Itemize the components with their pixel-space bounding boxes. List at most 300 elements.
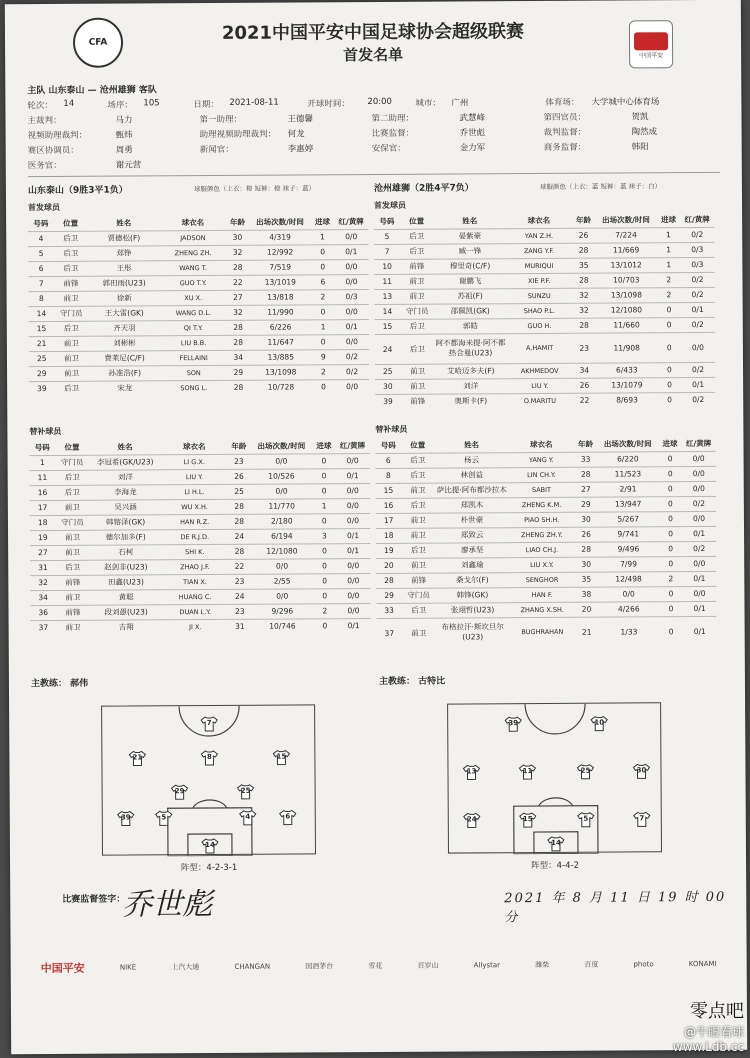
player-shirt: QI T.Y. [160, 320, 226, 335]
watermark-line3: www.Ldb.cc [672, 1040, 744, 1054]
player-goals: 0 [659, 496, 682, 511]
jersey-number: 25 [240, 786, 251, 795]
jersey-icon [632, 763, 650, 779]
player-age: 23 [228, 574, 251, 589]
player-no: 11 [30, 470, 56, 485]
player-pos: 前锋 [56, 575, 90, 590]
away-coach: 主教练： 古特比 [378, 676, 446, 687]
player-no: 7 [28, 276, 54, 291]
player-goals: 0 [311, 334, 334, 349]
player-apps: 0/0 [251, 588, 313, 603]
player-name: 刘洋 [89, 469, 161, 484]
player-pos: 前卫 [402, 618, 436, 648]
player-cards: 0/2 [335, 364, 369, 379]
player-age: 29 [574, 497, 597, 512]
player-pos: 后卫 [54, 261, 88, 276]
player-goals: 0 [313, 618, 336, 633]
handwritten-date: 2021 年 8 月 11 日 19 时 00 分 [504, 889, 727, 926]
column-header-apps: 出场次数/时间 [256, 217, 304, 227]
player-goals: 0 [657, 302, 680, 317]
player-name: 晏紫豪 [434, 228, 506, 243]
player-cards: 0/1 [336, 543, 370, 558]
player-row [31, 618, 371, 635]
player-pos: 后卫 [400, 244, 434, 259]
player-shirt: SHI K. [162, 544, 228, 559]
player-pos: 后卫 [54, 321, 88, 336]
player-apps: 6/220 [597, 451, 658, 466]
player-age: 31 [228, 619, 251, 634]
player-apps: 13/1079 [596, 377, 658, 392]
jersey-number: 14 [205, 840, 215, 850]
player-goals: 0 [657, 332, 681, 362]
player-apps: 0/0 [251, 483, 313, 498]
player-name: 桑戈尔(F) [435, 572, 509, 587]
player-no: 14 [375, 304, 401, 319]
player-cards: 0/0 [335, 304, 369, 319]
player-no: 6 [376, 453, 401, 468]
player-pos: 前锋 [401, 394, 435, 409]
player-no: 7 [374, 244, 400, 259]
player-cards: 0/0 [682, 556, 716, 571]
player-pos: 守门员 [55, 515, 89, 530]
player-shirt: WANG D.L. [160, 305, 226, 320]
player-pos: 前卫 [56, 620, 90, 635]
player-age: 28 [226, 260, 249, 275]
player-pos: 前卫 [402, 558, 436, 573]
player-shirt: YANG Y. [508, 452, 574, 467]
jersey-icon [117, 810, 135, 826]
player-goals: 0 [313, 513, 336, 528]
player-pos: 后卫 [54, 246, 88, 261]
officials-row: 主裁判： 马力 第一助理： 王德馨 第二助理： 武慧峰 第四官员： 贺凯 [27, 111, 649, 126]
player-shirt: SABIT [509, 482, 575, 497]
column-header-apps: 出场次数/时间 [603, 439, 652, 449]
player-cards: 0/0 [682, 481, 716, 496]
player-name: 韩镕泽(GK) [89, 514, 161, 529]
officials-grid [27, 108, 717, 172]
player-no: 25 [375, 364, 401, 379]
player-shirt: SENGHOR [509, 572, 575, 587]
player-no: 16 [376, 498, 401, 513]
player-cards: 0/0 [682, 511, 716, 526]
player-pos: 后卫 [400, 334, 434, 364]
player-age: 22 [226, 275, 249, 290]
player-no: 32 [30, 575, 56, 590]
player-name: 刘鑫瑜 [435, 557, 509, 572]
sponsor-strip [41, 944, 717, 988]
player-name: 阿不都海米提·阿不都热合曼(U23) [434, 333, 506, 363]
player-age: 24 [228, 529, 251, 544]
player-pos: 后卫 [402, 603, 436, 618]
player-goals: 0 [312, 483, 335, 498]
player-pos: 前卫 [54, 291, 88, 306]
player-apps: 7/224 [595, 227, 657, 242]
player-cards: 0/0 [335, 379, 369, 394]
player-name: 李冠希(GK/U23) [89, 454, 161, 469]
column-header-goals: 进球 [314, 217, 330, 227]
player-apps: 10/728 [250, 379, 312, 394]
player-cards: 0/1 [683, 601, 717, 616]
player-age: 27 [574, 482, 597, 497]
player-apps: 12/1080 [596, 302, 658, 317]
player-cards: 0/2 [680, 272, 714, 287]
player-apps: 7/519 [249, 259, 311, 274]
jersey-number: 21 [132, 753, 143, 762]
player-pos: 前卫 [56, 530, 90, 545]
player-goals: 0 [658, 377, 681, 392]
player-name: 布格拉汗·斯坎旦尔(U23) [436, 617, 510, 647]
player-apps: 10/526 [251, 468, 313, 483]
home-starters-table [28, 214, 369, 396]
player-pos: 前锋 [56, 605, 90, 620]
supervisor-signature-label: 比赛监督签字： [62, 894, 126, 905]
player-name: 臧一锋 [434, 243, 506, 258]
player-pos: 前卫 [401, 528, 435, 543]
player-apps: 0/0 [598, 586, 659, 601]
player-age: 32 [572, 303, 595, 318]
player-shirt: LIAO CH.J. [509, 542, 575, 557]
player-shirt: JI X. [162, 619, 228, 634]
player-goals: 3 [313, 528, 336, 543]
player-age: 27 [226, 290, 249, 305]
match-meta-row: 轮次： 14 场序： 105 日期： 2021-08-11 开球时间： 20:00 城市： 广州 体育场： 大学城中心体育场 [27, 96, 660, 111]
player-age: 23 [227, 454, 250, 469]
player-no: 25 [29, 351, 55, 366]
player-apps: 13/1019 [249, 274, 311, 289]
player-cards: 0/2 [681, 362, 715, 377]
player-no: 33 [376, 603, 401, 618]
player-goals: 0 [312, 379, 335, 394]
sponsor-logo: Allystar [473, 961, 501, 970]
player-name: 德尔加多(F) [90, 529, 162, 544]
player-apps: 12/992 [249, 244, 311, 259]
sponsor-logo: 上汽大通 [171, 963, 200, 972]
player-apps: 10/703 [595, 272, 657, 287]
player-goals: 0 [659, 511, 682, 526]
player-goals: 0 [659, 586, 682, 601]
player-pos: 前锋 [400, 259, 434, 274]
column-header-goals: 进球 [662, 438, 678, 448]
player-shirt: MURIQUI [506, 258, 572, 273]
player-shirt: FELLAINI [161, 350, 227, 365]
player-pos: 后卫 [400, 319, 434, 334]
player-no: 36 [30, 605, 56, 620]
player-cards: 0/0 [683, 586, 717, 601]
player-no: 29 [376, 588, 401, 603]
player-name: 孙准浩(F) [89, 365, 161, 380]
match-info [27, 78, 718, 172]
player-no: 31 [30, 560, 56, 575]
jersey-number: 30 [636, 766, 647, 775]
player-name: 朴世豪 [435, 512, 509, 527]
player-name: 林创益 [435, 467, 509, 482]
column-header-shirt: 球衣名 [527, 215, 551, 225]
jersey-icon [171, 784, 189, 800]
player-cards: 0/3 [335, 289, 369, 304]
player-no: 17 [376, 513, 401, 528]
player-age: 30 [574, 512, 597, 527]
player-cards: 0/0 [336, 603, 370, 618]
sponsor-logo: 潍柴 [535, 960, 550, 970]
player-cards: 0/2 [681, 392, 715, 407]
player-no: 13 [375, 289, 401, 304]
player-age: 24 [228, 589, 251, 604]
player-no: 5 [374, 229, 400, 244]
sheet-title: 首发名单 [343, 45, 404, 65]
player-cards: 0/0 [681, 332, 715, 362]
column-header-cards: 红/黄牌 [338, 216, 364, 226]
jersey-number: 8 [206, 753, 212, 762]
player-shirt: HAN R.Z. [162, 514, 228, 529]
csl-logo: 中国平安 [629, 20, 673, 68]
player-age: 23 [228, 604, 251, 619]
column-header-name: 姓名 [117, 442, 133, 452]
player-apps: 13/947 [597, 496, 658, 511]
player-age: 28 [228, 514, 251, 529]
player-no: 37 [31, 620, 57, 635]
player-pos: 前卫 [55, 500, 89, 515]
player-no: 4 [28, 231, 54, 246]
player-goals: 0 [659, 481, 682, 496]
player-pos: 守门员 [400, 304, 434, 319]
player-name: 郭田雨(U23) [88, 275, 160, 290]
player-goals: 1 [657, 242, 680, 257]
player-pos: 守门员 [55, 455, 89, 470]
player-goals: 1 [311, 319, 334, 334]
player-shirt: TIAN X. [162, 574, 228, 589]
player-name: 齐天羽 [88, 320, 160, 335]
player-goals: 6 [311, 274, 334, 289]
column-header-name: 姓名 [116, 218, 132, 228]
player-no: 5 [28, 246, 54, 261]
sponsor-logo: 中国平安 [40, 961, 85, 976]
player-goals: 1 [312, 498, 335, 513]
jersey-icon [504, 716, 522, 732]
player-name: 田鑫(U23) [90, 574, 162, 589]
player-goals: 1 [657, 257, 680, 272]
player-age: 28 [572, 318, 595, 333]
player-shirt: SHAO P.L. [506, 303, 572, 318]
player-shirt: WU X.H. [162, 499, 228, 514]
player-apps: 13/1098 [596, 287, 658, 302]
player-goals: 0 [313, 558, 336, 573]
jersey-number: 11 [522, 767, 533, 776]
player-pos: 守门员 [54, 306, 88, 321]
player-goals: 2 [657, 287, 680, 302]
player-age: 28 [228, 544, 251, 559]
player-pos: 守门员 [402, 588, 436, 603]
player-no: 20 [376, 558, 401, 573]
player-name: 贾德松(F) [88, 230, 160, 245]
sponsor-logo: NIKE [119, 963, 137, 972]
player-goals: 2 [312, 364, 335, 379]
player-pos: 前锋 [54, 276, 88, 291]
player-goals: 1 [657, 227, 680, 242]
jersey-number: 39 [508, 719, 519, 728]
player-cards: 0/1 [682, 526, 716, 541]
lineup-sheet [5, 0, 747, 1054]
player-cards: 0/2 [682, 541, 716, 556]
player-no: 29 [29, 366, 55, 381]
player-goals: 0 [312, 468, 335, 483]
player-name: 奥斯卡(F) [435, 393, 507, 408]
player-cards: 0/1 [337, 618, 371, 633]
column-header-goals: 进球 [660, 214, 676, 225]
player-goals: 2 [659, 571, 682, 586]
player-no: 24 [375, 334, 401, 364]
sponsor-logo: 雪花 [368, 961, 383, 971]
player-goals: 0 [312, 453, 335, 468]
column-header-name: 姓名 [462, 216, 478, 226]
player-age: 38 [575, 587, 598, 602]
jersey-icon [200, 750, 218, 766]
column-header-pos: 位置 [64, 442, 80, 452]
column-header-pos: 位置 [410, 440, 426, 450]
player-shirt: AKHMEDOV [507, 363, 573, 378]
column-header-age: 年龄 [575, 215, 591, 225]
player-cards: 0/1 [334, 244, 368, 259]
player-name: 廖承坚 [435, 542, 509, 557]
jersey-icon [200, 716, 218, 732]
player-shirt: ZHENG ZH.Y. [509, 527, 575, 542]
player-no: 1 [30, 455, 56, 470]
player-pos: 前卫 [401, 483, 435, 498]
player-cards: 0/0 [336, 483, 370, 498]
player-apps: 11/770 [251, 498, 313, 513]
player-goals: 1 [311, 229, 334, 244]
player-cards: 0/1 [682, 571, 716, 586]
player-name: 吉翔 [90, 619, 162, 634]
player-cards: 0/1 [336, 528, 370, 543]
jersey-number: 7 [206, 719, 212, 728]
column-header-shirt: 球衣名 [529, 439, 553, 449]
column-header-cards: 红/黄牌 [684, 214, 710, 224]
player-apps: 4/319 [249, 229, 311, 244]
player-pos: 前卫 [54, 336, 88, 351]
sponsor-logo: 百度 [584, 960, 599, 969]
away-formation-label: 阵型：4-4-2 [531, 860, 580, 872]
player-cards: 0/2 [681, 317, 715, 332]
player-pos: 前卫 [401, 364, 435, 379]
player-apps: 8/693 [596, 392, 658, 407]
player-name: 刘洋 [435, 378, 507, 393]
jersey-number: 39 [120, 813, 131, 822]
player-name: 赵剑非(U23) [90, 559, 162, 574]
player-apps: 12/1080 [251, 543, 313, 558]
player-name: 石柯 [90, 544, 162, 559]
player-apps: 11/523 [597, 466, 658, 481]
jersey-icon [576, 764, 594, 780]
player-apps: 11/908 [596, 332, 658, 362]
player-cards: 0/1 [336, 468, 370, 483]
away-starters-title: 首发球员 [374, 200, 407, 211]
player-age: 35 [572, 258, 595, 273]
player-apps: 2/180 [251, 513, 313, 528]
player-shirt: HUANG C. [162, 589, 228, 604]
player-cards: 0/0 [682, 451, 716, 466]
sponsor-logo: photo [633, 960, 654, 969]
player-no: 8 [376, 468, 401, 483]
player-cards: 0/2 [682, 496, 716, 511]
player-no: 39 [375, 394, 401, 409]
player-shirt: XU X. [160, 290, 226, 305]
player-shirt: LI G.X. [161, 454, 227, 469]
player-cards: 0/0 [334, 259, 368, 274]
player-name: 张翊哲(U23) [436, 602, 510, 617]
player-no: 15 [376, 483, 401, 498]
jersey-icon [128, 750, 146, 766]
player-cards: 0/2 [681, 287, 715, 302]
jersey-number: 15 [522, 815, 533, 824]
home-formation-pitch [101, 704, 316, 855]
jersey-number: 25 [580, 766, 591, 775]
player-goals: 9 [312, 349, 335, 364]
player-shirt: SONG L. [161, 380, 227, 395]
column-header-goals: 进球 [316, 441, 332, 451]
away-starters-table [374, 212, 715, 409]
column-header-cards: 红/黄牌 [339, 440, 366, 450]
player-name: 韩锋(GK) [436, 587, 510, 602]
player-goals: 0 [658, 451, 681, 466]
home-team-name: 山东泰山（9胜3平1负） [27, 185, 128, 197]
away-subs-table [375, 436, 716, 648]
player-shirt: DE R.J.D. [162, 529, 228, 544]
jersey-icon [463, 812, 481, 828]
player-age: 28 [572, 273, 595, 288]
away-kit-colors: 球服颜色（上衣：蓝 短裤：蓝 袜子：白） [539, 182, 662, 191]
jersey-icon [633, 811, 651, 827]
player-pos: 后卫 [55, 381, 89, 396]
player-pos: 前卫 [55, 366, 89, 381]
player-no: 8 [29, 291, 55, 306]
player-shirt: WANG T. [160, 260, 226, 275]
player-apps: 13/885 [250, 349, 312, 364]
player-apps: 9/496 [598, 541, 659, 556]
player-apps: 1/33 [598, 616, 659, 646]
player-row [29, 379, 369, 396]
player-age: 29 [227, 365, 250, 380]
player-apps: 13/1098 [250, 364, 312, 379]
player-name: 吴兴涵 [89, 499, 161, 514]
player-cards: 0/0 [336, 513, 370, 528]
player-age: 28 [227, 380, 250, 395]
player-pos: 后卫 [401, 543, 435, 558]
player-name: 谢鹏飞 [434, 273, 506, 288]
player-cards: 0/0 [334, 274, 368, 289]
player-age: 28 [226, 320, 249, 335]
player-shirt: LIU X.Y. [509, 557, 575, 572]
player-name: 苏祖(F) [434, 288, 506, 303]
player-age: 22 [228, 559, 251, 574]
player-shirt: BUGHRAHAN [510, 617, 576, 647]
player-age: 26 [574, 527, 597, 542]
player-name: 段刘愚(U23) [90, 604, 162, 619]
jersey-icon [239, 810, 257, 826]
officials-row: 赛区协调员： 周勇 新闻官： 李惠婷 安保官： 金力军 商务监督： 韩阳 [27, 141, 649, 156]
player-cards: 0/0 [335, 334, 369, 349]
player-age: 34 [227, 350, 250, 365]
player-cards: 0/0 [336, 453, 370, 468]
player-cards: 0/0 [336, 573, 370, 588]
player-shirt: ZHANG X.SH. [509, 602, 575, 617]
player-no: 16 [30, 485, 56, 500]
player-pos: 前卫 [54, 351, 88, 366]
player-shirt: JADSON [160, 230, 226, 245]
player-shirt: ZHAO J.F. [162, 559, 228, 574]
player-shirt: PIAO SH.H. [509, 512, 575, 527]
player-name: 黄聪 [90, 589, 162, 604]
player-shirt: GUO H. [506, 318, 572, 333]
